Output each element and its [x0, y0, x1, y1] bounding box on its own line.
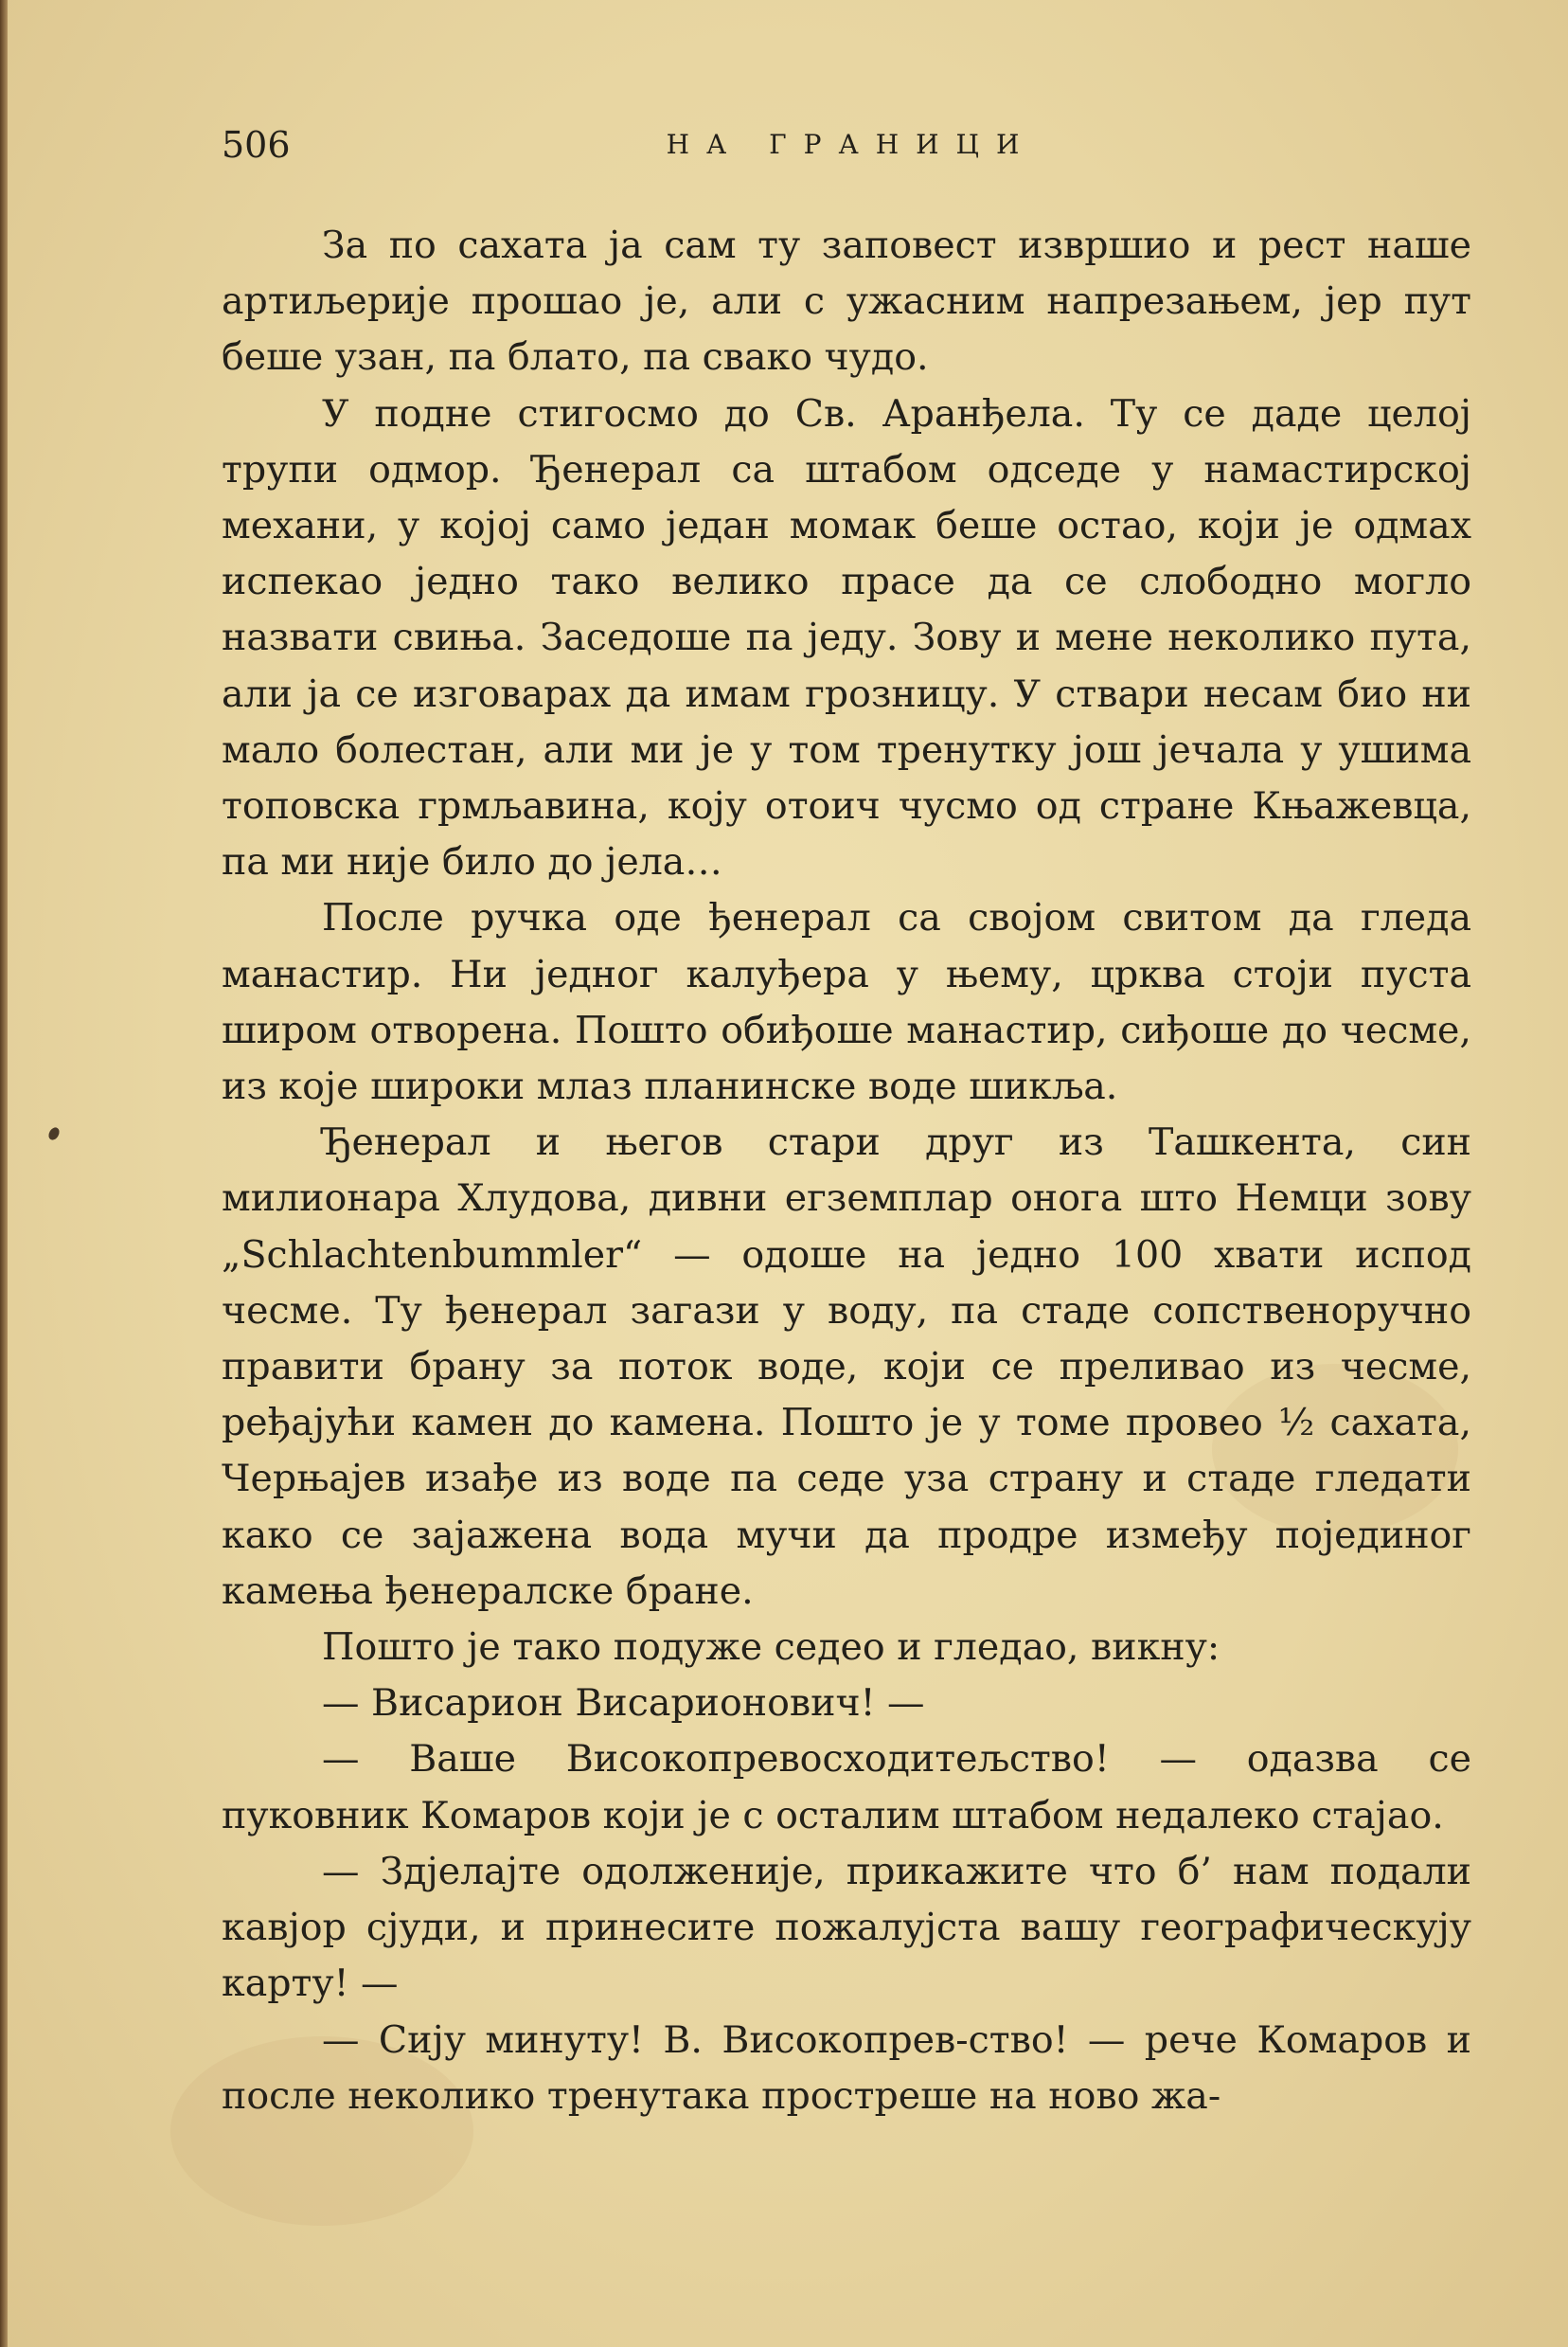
paragraph: У подне стигосмо до Св. Аранђела. Ту се даде целој трупи одмор. Ђенерал са штабом одседе у намастирској механи, у којој само један момак беше остао, који је одмах испекао једно тако велико прасе да се слободно могло назвати свиња. Заседоше па једу. Зову и мене неколико пута, али ја се изговарах да имам грозницу. У ствари несам био ни мало болестан, али ми је у том тренутку још јечала у ушима топовска грмљавина, коју отоич чусмо од стране Књажевца, па ми није било до јела… [222, 391, 1471, 885]
running-title: НА ГРАНИЦИ [666, 129, 1037, 160]
body-text [222, 218, 1471, 2124]
page-header [222, 121, 1471, 169]
dialog-line: — Сију минуту! В. Високопрев-ство! — рече Комаров и после неколико тренутака простреше на ново жа- [222, 2017, 1471, 2118]
dialog-line: — Ваше Високопревосходитељство! — одазва се пуковник Комаров који је с осталим штабом недалеко стајао. [222, 1737, 1471, 1837]
ink-speck [46, 1125, 62, 1141]
paragraph: Ђенерал и његов стари друг из Ташкента, син милионара Хлудова, дивни егземплар онога што Немци зову „Schlachtenbummler“ — одоше на једно 100 хвати испод чесме. Ту ђенерал загази у воду, па стаде сопственоручно правити брану за поток воде, који се преливао из чесме, ређајући камен до камена. Пошто је у томе провео ½ сахата, Черњајев изађе из воде па седе уза страну и стаде гледати како се зајажена вода мучи да продре између појединог камења ђенералске бране. [222, 1120, 1471, 1613]
dialog-line: — Здјелајте одолженије, прикажите что б’ нам подали кавјор сјуди, и принесите пожалујста вашу географическују карту! — [222, 1849, 1471, 2006]
dialog-line: — Висарион Висарионович! — [322, 1681, 925, 1726]
page-number: 506 [222, 124, 291, 166]
page-binding-edge [0, 0, 8, 2347]
paragraph: После ручка оде ђенерал са својом свитом да гледа манастир. Ни једног калуђера у њему, црква стоји пуста широм отворена. Пошто обиђоше манастир, сиђоше до чесме, из које широки млаз планинске воде шикља. [222, 896, 1471, 1109]
paragraph: За по сахата ја сам ту заповест извршио и рест наше артиљерије прошао је, али с ужасним напрезањем, јер пут беше узан, па блато, па свако чудо. [222, 224, 1471, 380]
paragraph: Пошто је тако подуже седео и гледао, викну: [322, 1625, 1221, 1670]
